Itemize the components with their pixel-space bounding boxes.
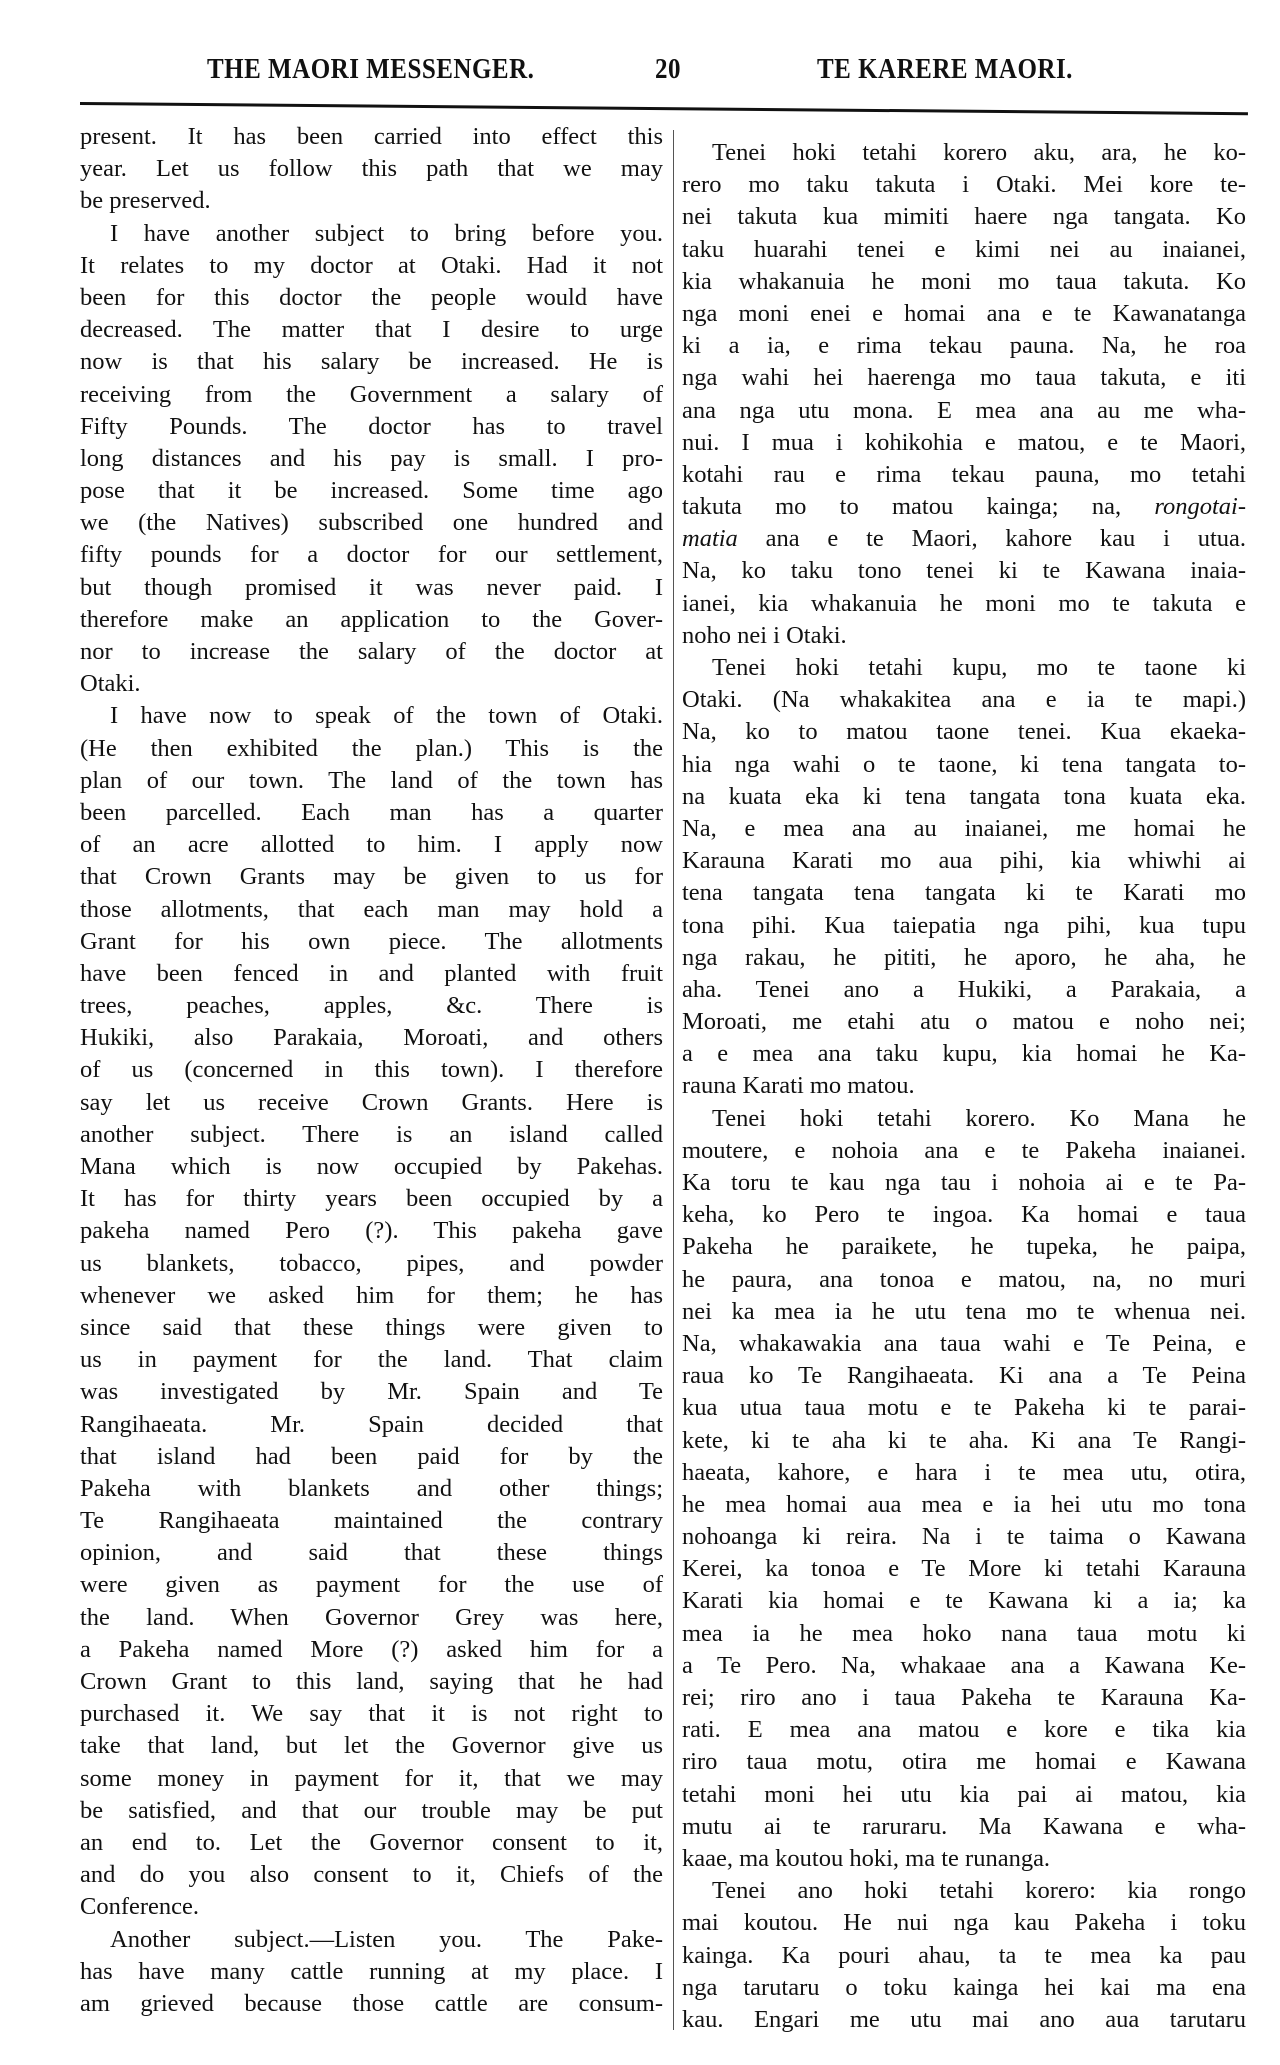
line-text: been parcelled. Each man has a quarter — [80, 798, 663, 826]
line-text: the land. When Governor Grey was here, — [80, 1603, 663, 1631]
line-text: noho nei i Otaki. — [682, 621, 847, 649]
line-text: aha. Tenei ano a Hukiki, a Parakaia, a — [682, 975, 1246, 1003]
maori-column — [682, 137, 1246, 2036]
line-text: we (the Natives) subscribed one hundred and — [80, 509, 663, 537]
text-line — [80, 1248, 663, 1280]
line-text: Grant for his own piece. The allotments — [80, 927, 663, 955]
text-line — [80, 765, 663, 797]
text-line — [682, 1006, 1246, 1038]
text-line — [80, 1215, 663, 1247]
line-text: ianei, kia whakanuia he moni mo te takuta e — [682, 589, 1246, 617]
line-text: of an acre allotted to him. I apply now — [80, 831, 663, 859]
line-text: Tenei hoki tetahi korero. Ko Mana he — [712, 1104, 1246, 1132]
line-text: Ka toru te kau nga tau i nohoia ai e te Pa- — [682, 1169, 1246, 1196]
line-text: haeata, kahore, e hara i te mea utu, otira, — [682, 1458, 1246, 1486]
line-text: keha, ko Pero te ingoa. Ka homai e taua — [682, 1201, 1246, 1229]
line-text: Another subject.—Listen you. The Pake- — [110, 1925, 663, 1953]
line-text: take that land, but let the Governor give us — [80, 1732, 663, 1760]
text-line — [682, 298, 1246, 330]
text-line — [682, 1296, 1246, 1328]
text-line — [682, 749, 1246, 781]
text-line — [80, 153, 663, 185]
line-text: be satisfied, and that our trouble may be put — [80, 1796, 663, 1824]
line-text: whenever we asked him for them; he has — [80, 1281, 663, 1309]
text-line — [682, 266, 1246, 298]
text-line — [682, 1972, 1246, 2004]
text-line — [682, 684, 1246, 716]
masthead-english-title: THE MAORI MESSENGER. — [207, 53, 535, 85]
line-text: nga wahi hei haerenga mo taua takuta, e iti — [682, 364, 1246, 392]
english-column — [80, 121, 663, 2020]
text-line — [80, 1119, 663, 1151]
text-line — [80, 894, 663, 926]
text-line — [80, 797, 663, 829]
text-line — [80, 1409, 663, 1441]
text-line — [80, 1312, 663, 1344]
line-text: has have many cattle running at my place. I — [80, 1957, 663, 1985]
line-text: Na, ko to matou taone tenei. Kua ekaeka- — [682, 718, 1246, 746]
line-text: nei ka mea ia he utu tena mo te whenua nei. — [682, 1297, 1246, 1325]
line-text: therefore make an application to the Gover- — [80, 605, 663, 633]
text-line — [682, 201, 1246, 233]
text-line — [80, 1956, 663, 1988]
text-line — [80, 1022, 663, 1054]
text-line — [682, 974, 1246, 1006]
text-line — [682, 1843, 1246, 1875]
line-text: moutere, e nohoia ana e te Pakeha inaianei. — [682, 1136, 1246, 1164]
text-line — [80, 1730, 663, 1762]
line-text: tetahi moni hei utu kia pai ai matou, kia — [682, 1780, 1246, 1808]
text-line — [80, 1344, 663, 1376]
text-line — [682, 137, 1246, 169]
text-line — [682, 1940, 1246, 1972]
line-text: rauna Karati mo matou. — [682, 1072, 915, 1100]
text-line — [80, 1763, 663, 1795]
text-line — [80, 733, 663, 765]
line-text: rei; riro ano i taua Pakeha te Karauna Ka- — [682, 1684, 1246, 1711]
text-line — [682, 555, 1246, 587]
line-text: Crown Grant to this land, saying that he had — [80, 1668, 663, 1695]
line-text: rero mo taku takuta i Otaki. Mei kore te- — [682, 171, 1246, 199]
text-line — [682, 1392, 1246, 1424]
column-divider — [673, 130, 674, 2030]
text-line — [80, 1183, 663, 1215]
text-line — [682, 1521, 1246, 1553]
text-line — [80, 700, 663, 732]
line-text: hia nga wahi o te taone, ki tena tangata to- — [682, 750, 1246, 778]
line-text: Tenei hoki tetahi korero aku, ara, he ko- — [712, 139, 1246, 166]
text-line — [80, 1988, 663, 2020]
line-text: Te Rangihaeata maintained the contrary — [80, 1507, 663, 1535]
text-line — [80, 507, 663, 539]
text-line — [682, 1038, 1246, 1070]
text-line — [80, 1151, 663, 1183]
text-line — [682, 491, 1246, 523]
text-line — [682, 588, 1246, 620]
line-text: trees, peaches, apples, &c. There is — [80, 992, 663, 1020]
line-text: tona pihi. Kua taiepatia nga pihi, kua tupu — [682, 911, 1246, 939]
line-text: kotahi rau e rima tekau pauna, mo tetahi — [682, 460, 1246, 488]
text-line — [80, 829, 663, 861]
text-line — [682, 781, 1246, 813]
line-text: nohoanga ki reira. Na i te taima o Kawana — [682, 1523, 1246, 1551]
text-line — [80, 1891, 663, 1923]
line-text: fifty pounds for a doctor for our settlement, — [80, 541, 663, 569]
line-text: Fifty Pounds. The doctor has to travel — [80, 412, 663, 440]
text-line — [682, 1425, 1246, 1457]
line-text: now is that his salary be increased. He is — [80, 348, 663, 376]
text-line — [682, 1264, 1246, 1296]
line-text: Hukiki, also Parakaia, Moroati, and others — [80, 1024, 663, 1052]
line-text: those allotments, that each man may hold a — [80, 895, 663, 923]
text-line — [682, 234, 1246, 266]
line-text: us blankets, tobacco, pipes, and powder — [80, 1249, 663, 1277]
page-number: 20 — [655, 53, 681, 85]
text-line — [682, 1328, 1246, 1360]
line-text: that island had been paid for by the — [80, 1442, 663, 1470]
text-line — [682, 1585, 1246, 1617]
line-text: mutu ai te raruraru. Ma Kawana e wha- — [682, 1812, 1246, 1840]
text-line — [80, 475, 663, 507]
text-line — [80, 1634, 663, 1666]
line-text: ana nga utu mona. E mea ana au me wha- — [682, 396, 1246, 424]
text-line — [682, 1489, 1246, 1521]
text-line — [80, 539, 663, 571]
text-line — [80, 346, 663, 378]
line-text: that Crown Grants may be given to us for — [80, 863, 663, 891]
line-text: kau. Engari me utu mai ano aua tarutaru — [682, 2005, 1246, 2033]
text-line — [682, 1103, 1246, 1135]
text-line — [80, 1666, 663, 1698]
line-text: Rangihaeata. Mr. Spain decided that — [80, 1410, 663, 1438]
text-line — [80, 443, 663, 475]
text-line — [80, 1087, 663, 1119]
line-text: year. Let us follow this path that we may — [80, 155, 663, 183]
text-line — [682, 1360, 1246, 1392]
line-text: kete, ki te aha ki te aha. Ki ana Te Rangi- — [682, 1426, 1246, 1454]
text-line — [80, 1924, 663, 1956]
text-line — [80, 604, 663, 636]
line-text: kainga. Ka pouri ahau, ta te mea ka pau — [682, 1941, 1246, 1969]
text-line — [682, 845, 1246, 877]
line-text: receiving from the Government a salary of — [80, 380, 663, 408]
text-line — [80, 1505, 663, 1537]
text-line — [682, 910, 1246, 942]
line-text: were given as payment for the use of — [80, 1571, 663, 1599]
line-text: Na, whakawakia ana taua wahi e Te Peina, e — [682, 1329, 1246, 1357]
text-line — [682, 1167, 1246, 1199]
text-line — [682, 1135, 1246, 1167]
line-text: but though promised it was never paid. I — [80, 573, 663, 601]
text-line — [682, 523, 1246, 555]
line-text: Pakeha with blankets and other things; — [80, 1474, 663, 1502]
line-text: he mea homai aua mea e ia hei utu mo tona — [682, 1490, 1246, 1518]
text-line — [80, 1280, 663, 1312]
line-text: a Pakeha named More (?) asked him for a — [80, 1635, 663, 1663]
text-line — [682, 459, 1246, 491]
line-text: na kuata eka ki tena tangata tona kuata eka. — [682, 782, 1246, 810]
line-text: an end to. Let the Governor consent to it, — [80, 1828, 663, 1856]
text-line — [80, 282, 663, 314]
line-text: Otaki. (Na whakakitea ana e ia te mapi.) — [682, 686, 1246, 714]
line-text: us in payment for the land. That claim — [80, 1346, 663, 1374]
text-line — [80, 1827, 663, 1859]
line-text: mai koutou. He nui nga kau Pakeha i toku — [682, 1909, 1246, 1937]
line-text: kia whakanuia he moni mo taua takuta. Ko — [682, 267, 1246, 295]
text-line — [682, 1553, 1246, 1585]
line-text: nui. I mua i kohikohia e matou, e te Maori, — [682, 428, 1246, 456]
header-rule — [80, 102, 1248, 115]
text-line — [682, 652, 1246, 684]
text-line — [80, 1569, 663, 1601]
text-line — [682, 620, 1246, 652]
line-text: purchased it. We say that it is not right to — [80, 1700, 663, 1728]
masthead-maori-title: TE KARERE MAORI. — [817, 53, 1073, 85]
text-line — [682, 1746, 1246, 1778]
text-line — [682, 1682, 1246, 1714]
line-text: pose that it be increased. Some time ago — [80, 477, 663, 505]
text-line — [80, 668, 663, 700]
line-text: nei takuta kua mimiti haere nga tangata. Ko — [682, 203, 1246, 231]
line-text: Mana which is now occupied by Pakehas. — [80, 1153, 663, 1180]
line-text: a Te Pero. Na, whakaae ana a Kawana Ke- — [682, 1651, 1246, 1679]
line-text: he paura, ana tonoa e matou, na, no muri — [682, 1265, 1246, 1293]
text-line — [80, 314, 663, 346]
line-text: Tenei hoki tetahi kupu, mo te taone ki — [712, 654, 1246, 681]
line-text: Na, ko taku tono tenei ki te Kawana inaia- — [682, 557, 1246, 585]
line-text: Kerei, ka tonoa e Te More ki tetahi Karauna — [682, 1555, 1246, 1583]
line-text: It has for thirty years been occupied by a — [80, 1185, 663, 1213]
text-line — [682, 362, 1246, 394]
line-text: takuta mo to matou kainga; na, — [682, 493, 1155, 521]
line-text: pakeha named Pero (?). This pakeha gave — [80, 1217, 663, 1245]
line-text: mea ia he mea hoko nana taua motu ki — [682, 1619, 1246, 1647]
line-text: plan of our town. The land of the town has — [80, 766, 663, 794]
line-text: ki a ia, e rima tekau pauna. Na, he roa — [682, 332, 1246, 360]
line-text: decreased. The matter that I desire to urge — [80, 316, 663, 344]
line-text: I have another subject to bring before you. — [110, 219, 663, 247]
italic-word: matia — [682, 525, 738, 553]
text-line — [682, 169, 1246, 201]
line-text: opinion, and said that these things — [80, 1539, 663, 1567]
line-text: Otaki. — [80, 670, 141, 698]
text-line — [80, 250, 663, 282]
text-line — [80, 1859, 663, 1891]
text-line — [80, 1054, 663, 1086]
text-line — [682, 1650, 1246, 1682]
text-line — [682, 2004, 1246, 2036]
line-text: a e mea ana taku kupu, kia homai he Ka- — [682, 1040, 1246, 1068]
line-text: of us (concerned in this town). I therefore — [80, 1056, 663, 1084]
text-line — [80, 185, 663, 217]
text-line — [682, 942, 1246, 974]
line-text: was investigated by Mr. Spain and Te — [80, 1378, 663, 1406]
line-text: and do you also consent to it, Chiefs of the — [80, 1861, 663, 1889]
text-line — [80, 861, 663, 893]
line-text: nga moni enei e homai ana e te Kawanatanga — [682, 299, 1246, 327]
line-text: another subject. There is an island called — [80, 1120, 663, 1148]
text-line — [682, 877, 1246, 909]
text-line — [80, 411, 663, 443]
line-text: been for this doctor the people would have — [80, 283, 663, 311]
line-text: Na, e mea ana au inaianei, me homai he — [682, 814, 1246, 842]
line-text: nga tarutaru o toku kainga hei kai ma ena — [682, 1973, 1246, 2001]
line-text: be preserved. — [80, 187, 211, 215]
text-line — [80, 1698, 663, 1730]
line-text: rati. E mea ana matou e kore e tika kia — [682, 1716, 1246, 1744]
line-text: ana e te Maori, kahore kau i utua. — [737, 525, 1246, 553]
text-line — [682, 1714, 1246, 1746]
line-text: am grieved because those cattle are consum- — [80, 1989, 663, 2017]
text-line — [80, 636, 663, 668]
line-text: I have now to speak of the town of Otaki. — [110, 702, 663, 730]
text-line — [80, 990, 663, 1022]
line-text: Karati kia homai e te Kawana ki a ia; ka — [682, 1587, 1246, 1615]
text-line — [80, 1602, 663, 1634]
text-line — [682, 1231, 1246, 1263]
text-line — [80, 1795, 663, 1827]
text-line — [80, 1537, 663, 1569]
line-text: It relates to my doctor at Otaki. Had it not — [80, 251, 663, 279]
line-text: riro taua motu, otira me homai e Kawana — [682, 1748, 1246, 1776]
line-text: present. It has been carried into effect this — [80, 123, 663, 150]
line-text: have been fenced in and planted with fruit — [80, 959, 663, 987]
text-line — [682, 1907, 1246, 1939]
line-text: long distances and his pay is small. I pro- — [80, 444, 663, 472]
text-line — [682, 395, 1246, 427]
line-text: Conference. — [80, 1893, 200, 1921]
line-text: (He then exhibited the plan.) This is the — [80, 734, 663, 762]
text-line — [80, 1473, 663, 1505]
line-text: Moroati, me etahi atu o matou e noho nei; — [682, 1008, 1246, 1036]
text-line — [80, 1441, 663, 1473]
line-text: since said that these things were given to — [80, 1313, 663, 1341]
text-line — [80, 218, 663, 250]
text-line — [682, 1457, 1246, 1489]
line-text: kua utua taua motu e te Pakeha ki te parai- — [682, 1394, 1246, 1422]
text-line — [682, 813, 1246, 845]
line-text: say let us receive Crown Grants. Here is — [80, 1088, 663, 1116]
text-line — [682, 1199, 1246, 1231]
text-line — [80, 1376, 663, 1408]
text-line — [682, 427, 1246, 459]
text-line — [80, 121, 663, 153]
italic-word: rongotai- — [1154, 493, 1246, 521]
text-line — [682, 1618, 1246, 1650]
line-text: nga rakau, he pititi, he aporo, he aha, he — [682, 943, 1246, 971]
text-line — [682, 1070, 1246, 1102]
text-line — [682, 330, 1246, 362]
text-line — [682, 716, 1246, 748]
line-text: Tenei ano hoki tetahi korero: kia rongo — [712, 1877, 1246, 1905]
text-line — [80, 572, 663, 604]
line-text: kaae, ma koutou hoki, ma te runanga. — [682, 1844, 1051, 1872]
line-text: taku huarahi tenei e kimi nei au inaianei, — [682, 235, 1246, 263]
line-text: Pakeha he paraikete, he tupeka, he paipa, — [682, 1233, 1246, 1261]
text-line — [80, 379, 663, 411]
text-line — [682, 1779, 1246, 1811]
text-line — [80, 926, 663, 958]
line-text: some money in payment for it, that we may — [80, 1764, 663, 1792]
text-line — [682, 1875, 1246, 1907]
text-line — [682, 1811, 1246, 1843]
line-text: raua ko Te Rangihaeata. Ki ana a Te Peina — [682, 1362, 1246, 1390]
line-text: Karauna Karati mo aua pihi, kia whiwhi ai — [682, 847, 1246, 875]
text-line — [80, 958, 663, 990]
line-text: nor to increase the salary of the doctor at — [80, 638, 663, 665]
line-text: tena tangata tena tangata ki te Karati mo — [682, 879, 1246, 907]
